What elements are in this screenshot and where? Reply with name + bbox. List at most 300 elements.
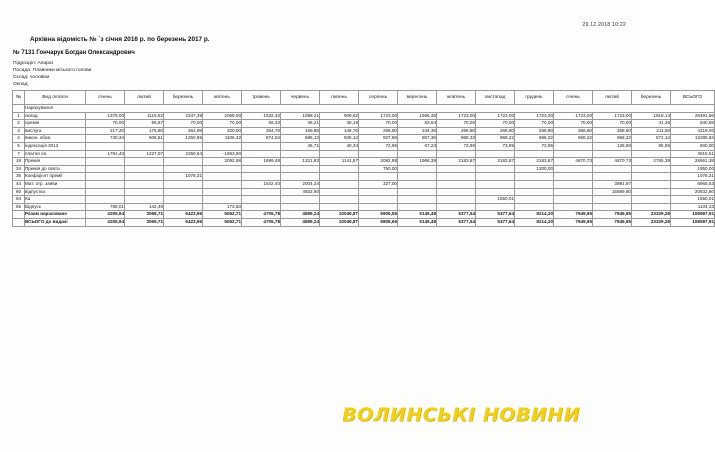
cell: 2183,87 (437, 158, 476, 166)
total-payout-row (13, 218, 715, 226)
cell: 5062,71 (203, 211, 242, 219)
cell-total: 1078,31 (671, 173, 715, 181)
col-name: Вид оплати (25, 91, 86, 105)
cell: 2183,87 (476, 158, 515, 166)
cell: 142,49 (125, 203, 164, 211)
cell (398, 203, 437, 211)
cell: 3069,71 (125, 211, 164, 219)
cell (632, 165, 671, 173)
cell: 4670,73 (593, 158, 632, 166)
cell: 1227,07 (125, 150, 164, 158)
cell: 56,67 (125, 120, 164, 128)
cell: 70,00 (203, 120, 242, 128)
cell (593, 150, 632, 158)
table-row (13, 188, 715, 196)
table-row (13, 120, 715, 128)
row-name: індексація 2012 (25, 142, 86, 150)
row-name: відпустка (25, 188, 86, 196)
cell (632, 188, 671, 196)
cell: 70,00 (593, 120, 632, 128)
cell-total: 20832,60 (671, 188, 715, 196)
cell (437, 173, 476, 181)
cell: 4705,78 (242, 211, 281, 219)
table-row (13, 142, 715, 150)
table-row (13, 203, 715, 211)
cell (320, 150, 359, 158)
cell: 2765,39 (632, 158, 671, 166)
cell: 4670,73 (554, 158, 593, 166)
cell (632, 180, 671, 188)
cell (86, 158, 125, 166)
cell (125, 142, 164, 150)
cell (125, 188, 164, 196)
cell: 67,23 (398, 142, 437, 150)
cell: 358,60 (554, 127, 593, 135)
cell (281, 165, 320, 173)
cell (320, 173, 359, 181)
cell: 268,80 (359, 127, 398, 135)
cell (86, 165, 125, 173)
cell: 7949,95 (554, 211, 593, 219)
row-name: Мат. отр. заяви (25, 180, 86, 188)
row-num: 2 (13, 120, 25, 128)
cell: 169,86 (281, 127, 320, 135)
cell: 2004,34 (281, 180, 320, 188)
cell (125, 173, 164, 181)
cell (515, 180, 554, 188)
cell-total: 1104,33 (671, 203, 715, 211)
cell (320, 196, 359, 204)
cell (593, 165, 632, 173)
cell (359, 196, 398, 204)
cell: 5906,55 (359, 211, 398, 219)
cell-total: 4219,00 (671, 127, 715, 135)
cell: 46,71 (281, 142, 320, 150)
cell: 254,78 (242, 127, 281, 135)
cell: 148,70 (320, 127, 359, 135)
cell (515, 188, 554, 196)
cell: 1550,01 (476, 196, 515, 204)
cell: 1723,00 (476, 112, 515, 120)
cell: 5377,64 (476, 218, 515, 226)
cell: 2092,88 (359, 158, 398, 166)
cell (515, 150, 554, 158)
cell-total: 600,00 (671, 142, 715, 150)
cell (164, 203, 203, 211)
cell (476, 203, 515, 211)
cell: 1200,00 (515, 165, 554, 173)
cell: 586,13 (281, 135, 320, 143)
cell: 358,60 (593, 127, 632, 135)
cell: 1542,40 (242, 180, 281, 188)
document-title: Архівна відомість № `з січня 2016 р. по березень 2017 р. (30, 36, 210, 43)
cell: 38,19 (320, 120, 359, 128)
cell: 506,12 (320, 135, 359, 143)
cell: 5145,48 (398, 218, 437, 226)
cell (632, 150, 671, 158)
cell (203, 196, 242, 204)
cell: 70,00 (164, 120, 203, 128)
table-body (13, 105, 715, 227)
cell (125, 165, 164, 173)
cell (554, 150, 593, 158)
cell: 1632,32 (242, 112, 281, 120)
cell (593, 173, 632, 181)
cell (632, 196, 671, 204)
cell (320, 188, 359, 196)
cell (476, 165, 515, 173)
col-m5: травень (242, 91, 281, 105)
cell (281, 150, 320, 158)
section-accruals-label: Нарахування (25, 105, 715, 113)
cell: 3991,97 (593, 180, 632, 188)
cell-total: 28661,38 (671, 158, 715, 166)
cell (593, 203, 632, 211)
cell: 23329,28 (632, 211, 671, 219)
cell: 968,33 (437, 135, 476, 143)
cell (554, 142, 593, 150)
cell (632, 203, 671, 211)
payroll-table (12, 90, 715, 227)
cell-total: 1550,01 (671, 196, 715, 204)
row-name: Ка (25, 196, 86, 204)
cell: 5145,48 (398, 211, 437, 219)
cell-total: 940,58 (671, 120, 715, 128)
cell: 244,39 (398, 127, 437, 135)
cell (554, 165, 593, 173)
cell: 5377,54 (437, 218, 476, 226)
cell (164, 180, 203, 188)
cell (476, 173, 515, 181)
cell: 606,61 (125, 135, 164, 143)
row-num: 3 (13, 127, 25, 135)
col-m14: лютий (593, 91, 632, 105)
cell (242, 150, 281, 158)
cell (281, 173, 320, 181)
cell (515, 173, 554, 181)
row-name: Відпуск (25, 203, 86, 211)
cell: 927,88 (359, 135, 398, 143)
col-m15: березень (632, 91, 671, 105)
cell: 63,64 (398, 120, 437, 128)
col-total: ВСЬОГО (671, 91, 715, 105)
cell: 5377,54 (437, 211, 476, 219)
cell: 2250,64 (164, 150, 203, 158)
cell (398, 150, 437, 158)
meta-department: Підрозділ: Апарат (13, 61, 54, 66)
cell (281, 196, 320, 204)
cell: 4205,94 (86, 211, 125, 219)
cell: 1723,00 (359, 112, 398, 120)
cell-total: 106587,91 (671, 211, 715, 219)
cell: 268,80 (515, 127, 554, 135)
cell (476, 188, 515, 196)
table-row (13, 196, 715, 204)
cell (554, 173, 593, 181)
cell (86, 173, 125, 181)
cell: 1723,00 (437, 112, 476, 120)
cell: 8214,20 (515, 211, 554, 219)
col-m4: квітень (203, 91, 242, 105)
cell: 867,36 (398, 135, 437, 143)
cell: 750,00 (359, 165, 398, 173)
cell: 4705,78 (242, 218, 281, 226)
cell (86, 196, 125, 204)
cell (398, 165, 437, 173)
cell: 73,95 (515, 142, 554, 150)
cell (359, 150, 398, 158)
cell: 73,95 (437, 142, 476, 150)
cell: 1078,31 (164, 173, 203, 181)
table-row (13, 127, 715, 135)
cell: 362,99 (164, 127, 203, 135)
row-name: премія (25, 120, 86, 128)
cell: 70,00 (359, 120, 398, 128)
cell (320, 203, 359, 211)
cell (164, 158, 203, 166)
cell (437, 203, 476, 211)
cell: 10049,87 (320, 211, 359, 219)
employee-name: № 7131 Гончарук Богдан Олександрович (13, 50, 135, 56)
cell (359, 203, 398, 211)
cell: 10049,87 (320, 218, 359, 226)
cell: 1378,00 (86, 112, 125, 120)
cell: 1088,21 (281, 112, 320, 120)
row-num: 34 (13, 165, 25, 173)
col-m13: січень (554, 91, 593, 105)
cell (242, 196, 281, 204)
row-num: 7 (13, 150, 25, 158)
meta-salary: Оклад: (13, 82, 29, 87)
cell: 1791,40 (86, 150, 125, 158)
row-num: 18 (13, 158, 25, 166)
cell: 56,32 (242, 120, 281, 128)
cell: 740,34 (86, 135, 125, 143)
cell-total: 25491,66 (671, 112, 715, 120)
cell (359, 188, 398, 196)
cell (437, 180, 476, 188)
cell-total: 3615,51 (671, 150, 715, 158)
cell (554, 188, 593, 196)
cell: 572,12 (632, 135, 671, 143)
cell (476, 150, 515, 158)
cell: 4205,94 (86, 218, 125, 226)
total-accruals-label: Разом нараховано (25, 211, 86, 219)
cell (320, 165, 359, 173)
col-m3: березень (164, 91, 203, 105)
cell: 320,00 (203, 127, 242, 135)
cell: 7949,95 (593, 218, 632, 226)
cell: 1723,00 (554, 112, 593, 120)
cell (86, 188, 125, 196)
cell: 211,56 (632, 127, 671, 135)
row-num: 64 (13, 196, 25, 204)
row-num: 4 (13, 135, 25, 143)
cell (437, 150, 476, 158)
cell: 70,00 (515, 120, 554, 128)
print-timestamp: 29.12.2018 10:22 (582, 22, 626, 28)
row-name: вислуга (25, 127, 86, 135)
cell: 4899,24 (281, 218, 320, 226)
row-num: 1 (13, 112, 25, 120)
cell (398, 196, 437, 204)
cell (515, 203, 554, 211)
cell (125, 158, 164, 166)
cell (164, 196, 203, 204)
table-header (13, 91, 715, 105)
cell: 5808,66 (359, 218, 398, 226)
row-name: Премія до свята (25, 165, 86, 173)
row-num: 60 (13, 188, 25, 196)
cell (164, 142, 203, 150)
cell: 1115,52 (125, 112, 164, 120)
cell (242, 173, 281, 181)
meta-staff: Склад: чоловіки (13, 75, 50, 80)
table-header-row (13, 91, 715, 105)
cell: 73,95 (476, 142, 515, 150)
cell (593, 196, 632, 204)
cell: 70,00 (476, 120, 515, 128)
cell: 70,00 (554, 120, 593, 128)
cell: 173,83 (203, 203, 242, 211)
cell: 909,62 (320, 112, 359, 120)
cell (86, 180, 125, 188)
cell: 2183,87 (515, 158, 554, 166)
cell: 73,95 (359, 142, 398, 150)
cell (242, 142, 281, 150)
cell: 8214,20 (515, 218, 554, 226)
col-m6: червень (281, 91, 320, 105)
cell-total: 108587,91 (671, 218, 715, 226)
cell: 5062,71 (203, 218, 242, 226)
cell: 7949,95 (554, 218, 593, 226)
col-m1: січень (86, 91, 125, 105)
cell: 85,95 (632, 142, 671, 150)
cell (554, 196, 593, 204)
row-name: платня оп. (25, 150, 86, 158)
cell (203, 173, 242, 181)
cell: 1141,57 (320, 158, 359, 166)
cell: 1566,36 (398, 112, 437, 120)
cell (437, 188, 476, 196)
cell (398, 180, 437, 188)
cell: 4932,90 (281, 188, 320, 196)
cell: 1699,48 (242, 158, 281, 166)
cell (515, 196, 554, 204)
cell: 6423,96 (164, 211, 203, 219)
cell: 217,20 (86, 127, 125, 135)
row-name: Премія (25, 158, 86, 166)
cell: 1106,42 (203, 135, 242, 143)
cell: 268,80 (476, 127, 515, 135)
cell: 5377,64 (476, 211, 515, 219)
cell (320, 180, 359, 188)
cell (554, 180, 593, 188)
cell (164, 188, 203, 196)
total-payout-label: ВСЬОГО до видачі (25, 218, 86, 226)
cell (203, 180, 242, 188)
cell (281, 203, 320, 211)
cell: 1918,14 (632, 112, 671, 120)
cell: 1250,95 (164, 135, 203, 143)
cell (125, 180, 164, 188)
meta-position: Посада: Плавники міського голови (13, 68, 92, 73)
cell: 7949,95 (593, 211, 632, 219)
table-row (13, 180, 715, 188)
cell: 874,04 (242, 135, 281, 143)
col-m10: жовтень (437, 91, 476, 105)
cell (203, 142, 242, 150)
row-name: викон. обов. (25, 135, 86, 143)
cell: 4899,24 (281, 211, 320, 219)
cell: 23329,28 (632, 218, 671, 226)
cell: 2068,00 (203, 112, 242, 120)
cell: 3069,71 (125, 218, 164, 226)
cell: 268,80 (437, 127, 476, 135)
row-name: Коефіцієнт премії (25, 173, 86, 181)
cell (398, 188, 437, 196)
col-m11: листопад (476, 91, 515, 105)
cell: 968,22 (515, 135, 554, 143)
cell (242, 203, 281, 211)
row-name: оклад (25, 112, 86, 120)
section-accruals (13, 105, 715, 113)
cell (632, 173, 671, 181)
total-accruals-row (13, 211, 715, 219)
cell (203, 165, 242, 173)
cell (554, 203, 593, 211)
row-num: 44 (13, 180, 25, 188)
cell (86, 142, 125, 150)
table-row (13, 150, 715, 158)
cell-total: 13286,83 (671, 135, 715, 143)
cell: 175,60 (125, 127, 164, 135)
cell (437, 165, 476, 173)
cell: 968,22 (593, 135, 632, 143)
cell: 70,00 (437, 120, 476, 128)
row-num: 65 (13, 203, 25, 211)
table-row (13, 165, 715, 173)
col-m8: серпень (359, 91, 398, 105)
cell (125, 196, 164, 204)
cell: 1723,00 (593, 112, 632, 120)
cell: 2092,98 (203, 158, 242, 166)
table-row (13, 173, 715, 181)
cell: 41,36 (632, 120, 671, 128)
cell (437, 196, 476, 204)
cell: 40,34 (320, 142, 359, 150)
cell: 788,01 (86, 203, 125, 211)
cell: 46,21 (281, 120, 320, 128)
cell-total: 8965,63 (671, 180, 715, 188)
cell: -1653,90 (203, 150, 242, 158)
col-m9: вересень (398, 91, 437, 105)
cell-total: 1950,00 (671, 165, 715, 173)
cell: 327,00 (359, 180, 398, 188)
col-m2: лютий (125, 91, 164, 105)
table-row (13, 158, 715, 166)
col-num: № (13, 91, 25, 105)
table-row (13, 112, 715, 120)
cell: 1723,00 (515, 112, 554, 120)
watermark: ВОЛИНСЬКІ НОВИНИ (342, 404, 581, 426)
cell: 128,58 (593, 142, 632, 150)
cell (164, 165, 203, 173)
cell (242, 188, 281, 196)
cell: 6423,96 (164, 218, 203, 226)
cell: 968,22 (554, 135, 593, 143)
row-num: 36 (13, 173, 25, 181)
